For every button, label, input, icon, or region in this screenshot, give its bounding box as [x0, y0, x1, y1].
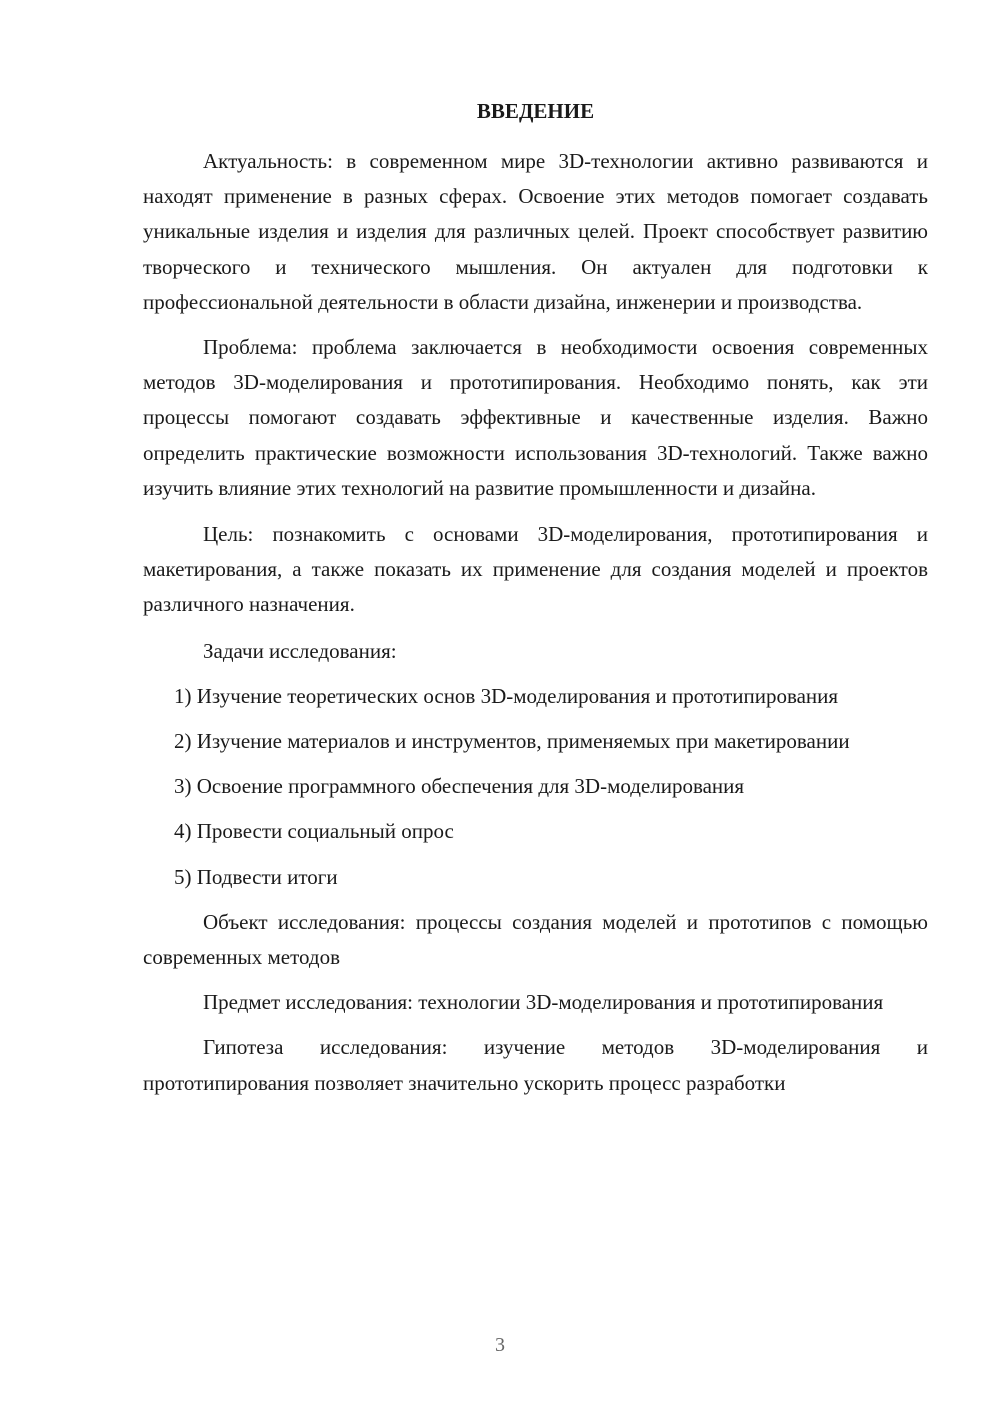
paragraph-relevance: Актуальность: в современном мире 3D-технологии активно развиваются и находят применение в разных сферах. Освоение этих методов помогает создавать уникальные изделия и изделия для различных целей. Проект способствует развитию творческого и технического мышления. Он актуален для подготовки к профессиональной деятельности в области дизайна, инженерии и производства. [143, 149, 928, 314]
paragraph-goal: Цель: познакомить с основами 3D-моделирования, прототипирования и макетирования, а также показать их применение для создания моделей и проектов различного назначения. [143, 522, 928, 617]
paragraph-subject: Предмет исследования: технологии 3D-моделирования и прототипирования [203, 990, 884, 1015]
section-title: ВВЕДЕНИЕ [476, 99, 595, 123]
paragraph-hypothesis: Гипотеза исследования: изучение методов 3D-моделирования и прототипирования позволяет значительно ускорить процесс разработки [143, 1035, 928, 1095]
tasks-heading: Задачи исследования: [203, 638, 397, 663]
paragraph-object: Объект исследования: процессы создания моделей и прототипов с помощью современных методов [143, 909, 928, 970]
page-number: 3 [495, 1334, 505, 1356]
paragraph-problem: Проблема: проблема заключается в необходимости освоения современных методов 3D-моделирования и прототипирования. Необходимо понять, как эти процессы помогают создавать эффективные и качественные изделия. Важно определить практические возможности использования 3D-технологий. Также важно изучить влияние этих технологий на развитие промышленности и дизайна. [143, 335, 928, 500]
task-item-5: 5) Подвести итоги [174, 864, 338, 889]
task-item-1: 1) Изучение теоретических основ 3D-моделирования и прототипирования [174, 683, 839, 708]
task-item-2: 2) Изучение материалов и инструментов, применяемых при макетировании [174, 729, 850, 754]
task-item-4: 4) Провести социальный опрос [174, 819, 454, 844]
task-item-3: 3) Освоение программного обеспечения для 3D-моделирования [174, 774, 745, 799]
document-page [143, 96, 928, 1101]
